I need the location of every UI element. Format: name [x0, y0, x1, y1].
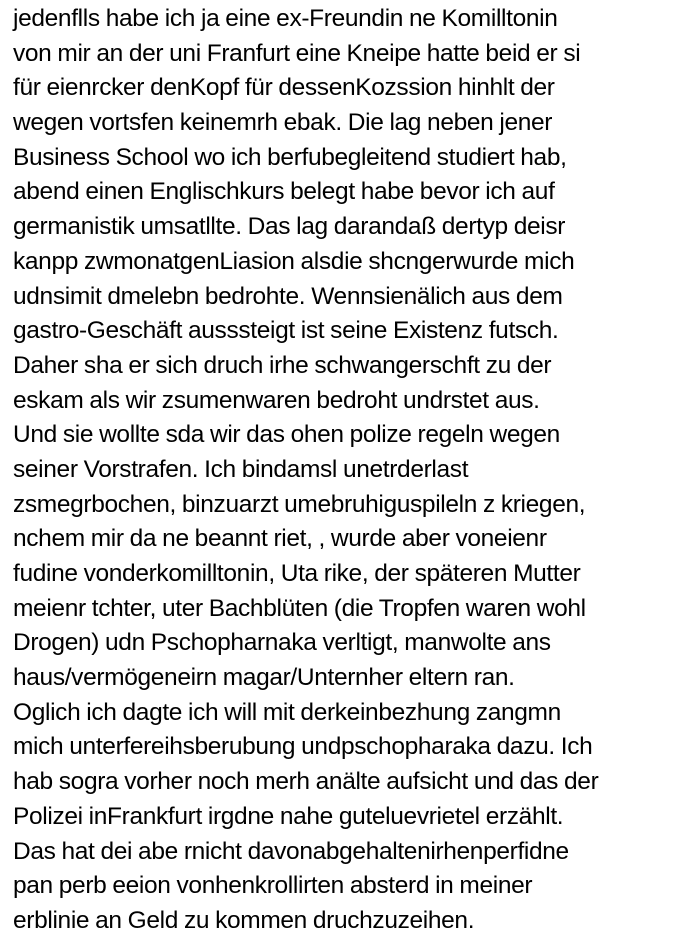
text-line: für eienrcker denKopf für dessenKozssion hinhlt der — [13, 74, 555, 102]
text-line: Und sie wollte sda wir das ohen polize regeln wegen — [13, 421, 560, 449]
text-line: zsmegrbochen, binzuarzt umebruhiguspileln z kriegen, — [13, 490, 586, 518]
text-line: fudine vonderkomilltonin, Uta rike, der späteren Mutter — [13, 560, 581, 587]
text-line: Polizei inFrankfurt irgdne nahe guteluevrietel erzählt. — [13, 802, 564, 830]
text-line: Drogen) udn Pschopharnaka verltigt, manwolte ans — [13, 629, 551, 657]
text-line: gastro-Geschäft ausssteigt ist seine Existenz futsch. — [13, 317, 559, 345]
text-line: Daher sha er sich druch irhe schwangerschft zu der — [13, 351, 552, 379]
text-line: meienr tchter, uter Bachblüten (die Tropfen waren wohl — [13, 594, 586, 622]
text-line: seiner Vorstrafen. Ich bindamsl unetrderlast — [13, 455, 469, 483]
text-line: haus/vermögeneirn magar/Unternher eltern ran. — [13, 664, 515, 692]
text-line: mich unterfereihsberubung undpschopharaka dazu. Ich — [13, 733, 593, 761]
text-line: hab sogra vorher noch merh anälte aufsicht und das der — [13, 768, 599, 796]
text-line: Das hat dei abe rnicht davonabgehaltenirhenperfidne — [13, 837, 569, 865]
text-line: erblinie an Geld zu kommen druchzuzeihen. — [13, 906, 475, 934]
text-line: nchem mir da ne beannt riet, , wurde aber voneienr — [13, 525, 547, 553]
text-line: kanpp zwmonatgenLiasion alsdie shcngerwurde mich — [13, 247, 575, 275]
text-line: udnsimit dmelebn bedrohte. Wennsienälich aus dem — [13, 282, 563, 310]
text-line: pan perb eeion vonhenkrollirten absterd in meiner — [13, 872, 533, 900]
text-line: abend einen Englischkurs belegt habe bevor ich auf — [13, 178, 555, 206]
text-line: Oglich ich dagte ich will mit derkeinbezhung zangmn — [13, 698, 561, 726]
text-line: jedenflls habe ich ja eine ex-Freundin ne Komilltonin — [13, 5, 558, 32]
text-line: wegen vortsfen keinemrh ebak. Die lag neben jener — [13, 109, 553, 137]
document-text — [13, 2, 681, 939]
text-line: germanistik umsatllte. Das lag darandaß dertyp deisr — [13, 213, 566, 241]
text-line: eskam als wir zsumenwaren bedroht undrstet aus. — [13, 386, 540, 414]
text-line: von mir an der uni Franfurt eine Kneipe hatte beid er si — [13, 39, 581, 67]
text-line: Business School wo ich berfubegleitend studiert hab, — [13, 143, 567, 171]
